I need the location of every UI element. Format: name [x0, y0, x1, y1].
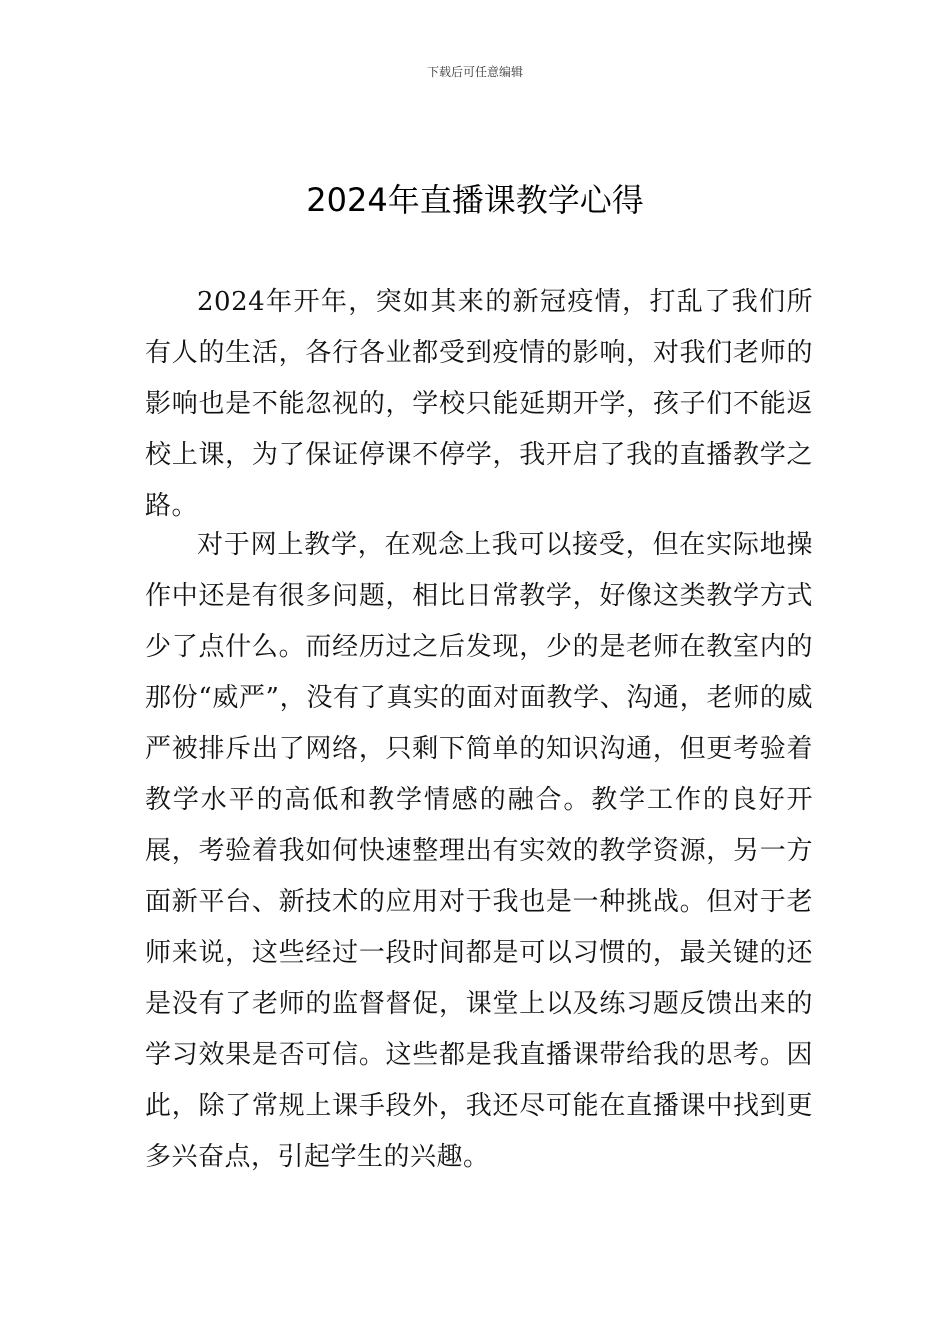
document-title: 2024年直播课教学心得 — [306, 181, 644, 219]
body-paragraph-2: 对于网上教学，在观念上我可以接受，但在实际地操作中还是有很多问题，相比日常教学，好像这类教学方式少了点什么。而经历过之后发现，少的是老师在教室内的那份“威严”，没有了真实的面对面教学、沟通，老师的威严被排斥出了网络，只剩下简单的知识沟通，但更考验着教学水平的高低和教学情感的融合。教学工作的良好开展，考验着我如何快速整理出有实效的教学资源，另一方面新平台、新技术的应用对于我也是一种挑战。但对于老师来说，这些经过一段时间都是可以习惯的，最关键的还是没有了老师的监督督促，课堂上以及练习题反馈出来的学习效果是否可信。这些都是我直播课带给我的思考。因此，除了常规上课手段外，我还尽可能在直播课中找到更多兴奋点，引起学生的兴趣。 — [145, 530, 813, 1172]
header-note: 下载后可任意编辑 — [426, 65, 523, 79]
body-paragraph-1: 2024年开年，突如其来的新冠疫情，打乱了我们所有人的生活，各行各业都受到疫情的影响，对我们老师的影响也是不能忽视的，学校只能延期开学，孩子们不能返校上课，为了保证停课不停学，我开启了我的直播教学之路。 — [145, 287, 813, 521]
